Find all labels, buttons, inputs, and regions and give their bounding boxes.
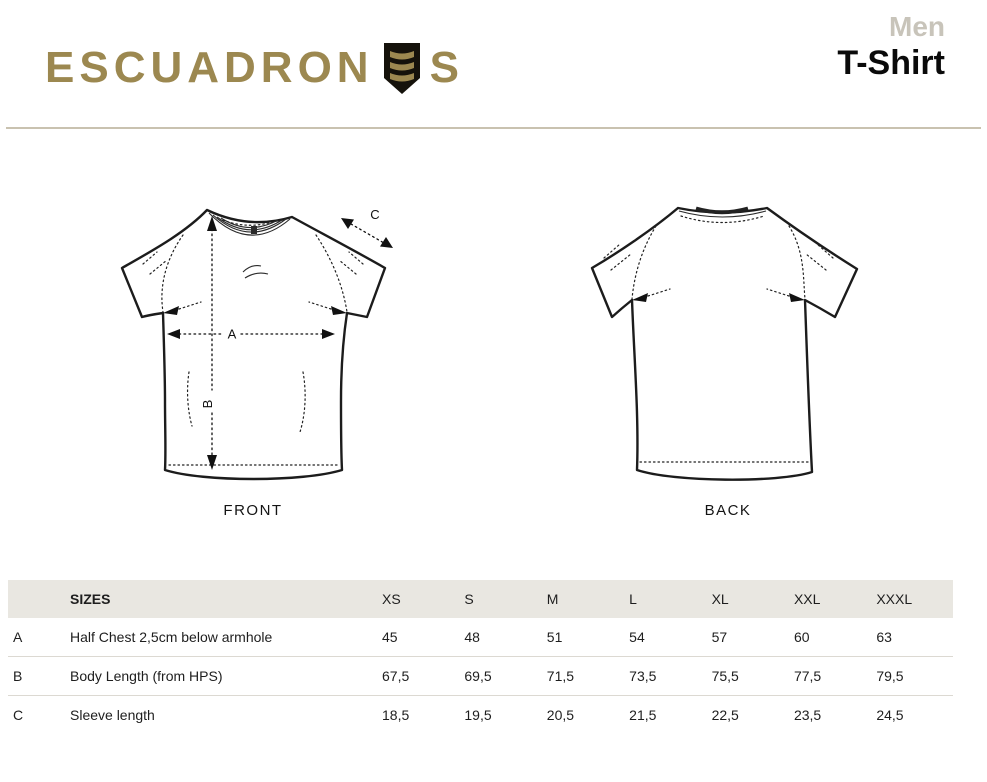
back-label: BACK: [704, 502, 752, 519]
row-value: 57: [711, 629, 728, 645]
brand-logo-text-right: S: [429, 43, 464, 92]
row-value: 20,5: [546, 707, 575, 723]
front-label: FRONT: [223, 502, 283, 519]
row-value: 48: [464, 629, 480, 645]
back-shirt-outline: [592, 208, 857, 480]
row-letter: C: [13, 707, 24, 723]
measure-c-arrow: [341, 207, 393, 248]
category-title: Men: [889, 11, 945, 42]
row-value: 51: [546, 629, 563, 645]
size-column-header: XXL: [793, 591, 821, 607]
row-value: 79,5: [876, 668, 904, 684]
collar-label-tag: [251, 226, 257, 234]
row-value: 54: [629, 629, 645, 645]
product-title: T-Shirt: [837, 43, 945, 82]
size-column-header: M: [546, 591, 559, 607]
row-value: 75,5: [711, 668, 739, 684]
size-table-header-row: [8, 580, 953, 618]
size-table: [8, 580, 953, 734]
size-column-header: XL: [711, 591, 729, 607]
row-value: 73,5: [629, 668, 657, 684]
size-column-header: L: [629, 591, 637, 607]
size-column-header: XS: [382, 591, 401, 607]
row-value: 21,5: [629, 707, 657, 723]
back-diagram: [578, 186, 878, 519]
row-value: 69,5: [464, 668, 492, 684]
front-diagram: [103, 186, 403, 519]
row-value: 71,5: [546, 668, 575, 684]
row-value: 23,5: [793, 707, 822, 723]
row-value: 24,5: [876, 707, 904, 723]
measure-c-label: C: [370, 207, 380, 222]
page-title-block: [837, 12, 945, 82]
size-column-header: XXXL: [876, 591, 913, 607]
row-value: 77,5: [793, 668, 822, 684]
row-letter: B: [13, 668, 23, 684]
size-table-row-sleeve-length: [8, 696, 953, 734]
row-value: 18,5: [382, 707, 410, 723]
row-value: 60: [793, 629, 810, 645]
size-column-header: S: [464, 591, 474, 607]
row-letter: A: [13, 629, 23, 645]
row-value: 45: [382, 629, 398, 645]
row-value: 67,5: [382, 668, 410, 684]
tshirt-back-drawing: [578, 186, 878, 496]
row-label: Body Length (from HPS): [70, 668, 223, 684]
header-divider: [6, 127, 981, 129]
row-value: 22,5: [711, 707, 739, 723]
measure-b-label: B: [200, 399, 215, 409]
rank-shield-icon: [381, 40, 423, 96]
front-shirt-outline: [122, 210, 385, 479]
size-table-row-body-length: [8, 657, 953, 696]
row-label: Half Chest 2,5cm below armhole: [70, 629, 273, 645]
row-label: Sleeve length: [70, 707, 155, 723]
brand-logo-text-left: ESCUADRON: [45, 43, 374, 92]
measure-a-label: A: [227, 326, 237, 342]
size-table-row-half-chest: [8, 618, 953, 657]
brand-logo: [45, 40, 464, 96]
tshirt-front-drawing: [103, 186, 403, 496]
row-value: 19,5: [464, 707, 492, 723]
row-value: 63: [876, 629, 892, 645]
sizes-header-label: SIZES: [70, 591, 111, 607]
